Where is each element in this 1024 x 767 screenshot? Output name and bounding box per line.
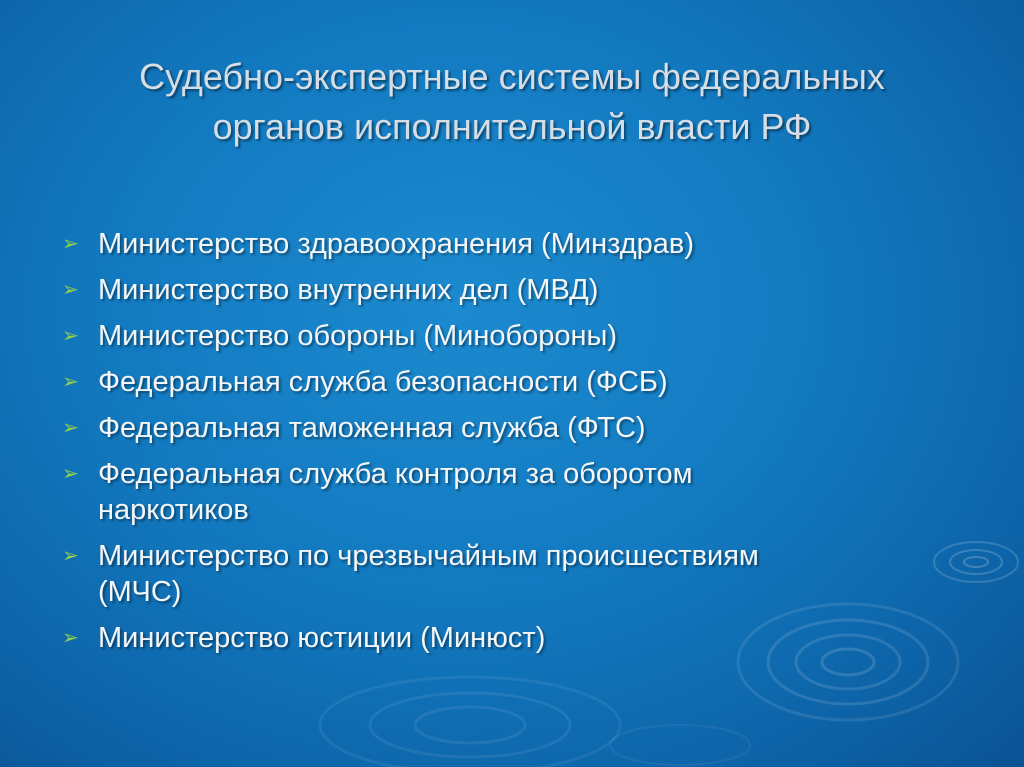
slide-title-line: органов исполнительной власти РФ	[212, 106, 812, 147]
slide-title	[60, 52, 964, 152]
list-item-text: Министерство обороны (Минобороны)	[98, 320, 618, 352]
list-item	[60, 272, 960, 308]
list-item	[60, 538, 960, 610]
arrow-bullet-icon: ➢	[62, 545, 79, 567]
list-item-text: Федеральная служба безопасности (ФСБ)	[98, 366, 668, 398]
list-item	[60, 456, 960, 528]
arrow-bullet-icon: ➢	[62, 279, 79, 301]
slide-title-line: Судебно-экспертные системы федеральных	[139, 56, 885, 97]
list-item-text: Федеральная таможенная служба (ФТС)	[98, 412, 646, 444]
agency-list	[60, 226, 960, 666]
list-item-text: Министерство внутренних дел (МВД)	[98, 274, 599, 306]
list-item-text: Министерство здравоохранения (Минздрав)	[98, 228, 694, 260]
arrow-bullet-icon: ➢	[62, 371, 79, 393]
arrow-bullet-icon: ➢	[62, 627, 79, 649]
list-item-text: наркотиков	[98, 494, 249, 526]
list-item	[60, 318, 960, 354]
list-item	[60, 226, 960, 262]
arrow-bullet-icon: ➢	[62, 463, 79, 485]
arrow-bullet-icon: ➢	[62, 233, 79, 255]
list-item-text: (МЧС)	[98, 576, 182, 608]
arrow-bullet-icon: ➢	[62, 417, 79, 439]
list-item	[60, 620, 960, 656]
list-item-text: Министерство юстиции (Минюст)	[98, 622, 546, 654]
list-item-text: Министерство по чрезвычайным происшествиям	[98, 540, 759, 572]
list-item-text: Федеральная служба контроля за оборотом	[98, 458, 693, 490]
list-item	[60, 410, 960, 446]
list-item	[60, 364, 960, 400]
arrow-bullet-icon: ➢	[62, 325, 79, 347]
